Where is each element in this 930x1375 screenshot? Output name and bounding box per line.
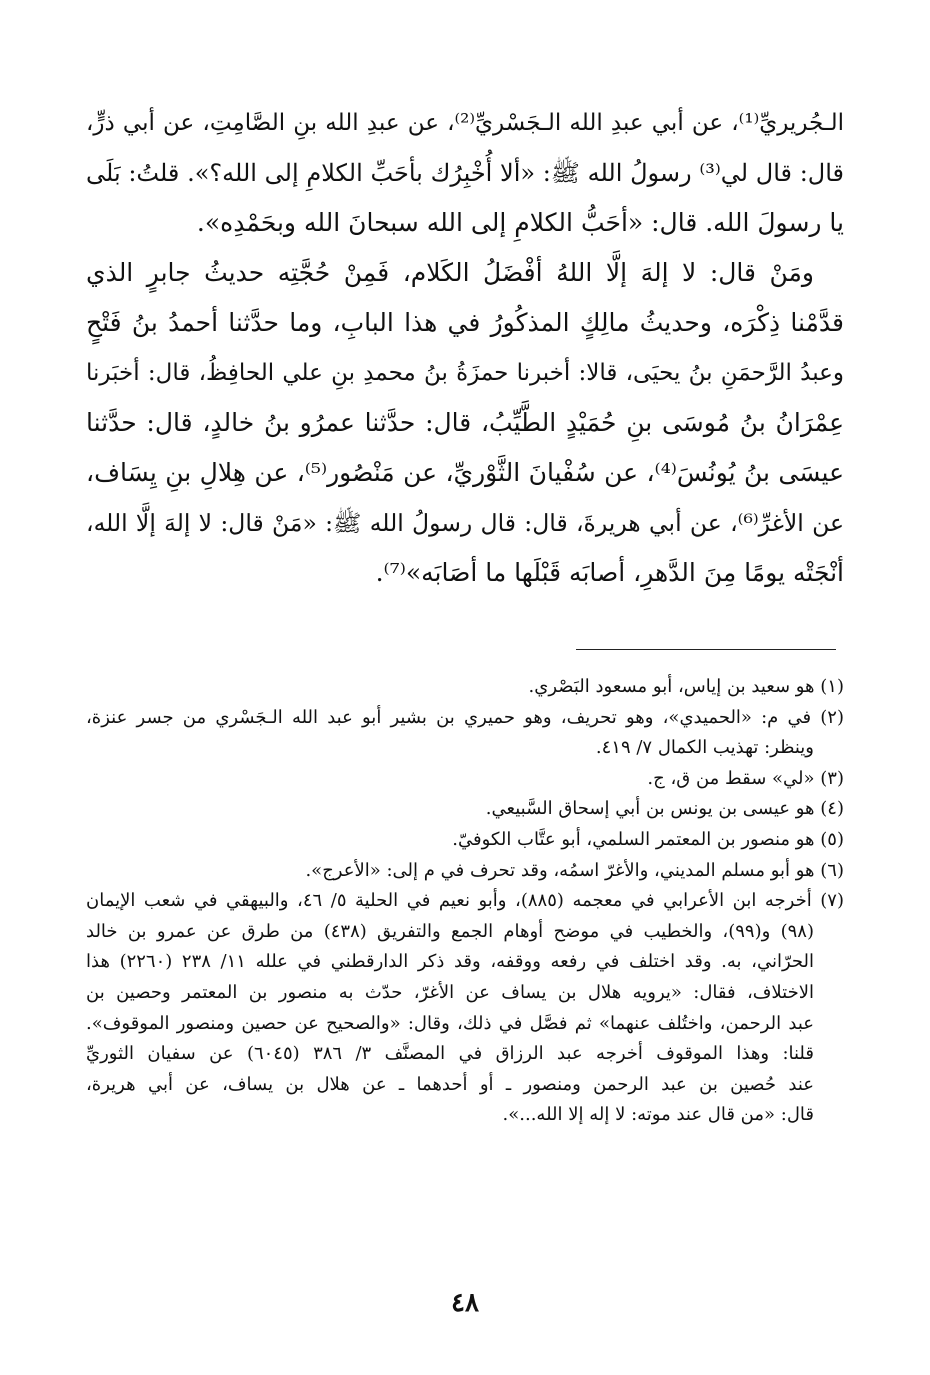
body-line: وعبدُ الرَّحمَنِ بنُ يحيَى، قالا: أخبرنا حمزَةُ بنُ محمدِ بنِ علي الحافِظُ، قال: أخبَرنا — [86, 360, 844, 386]
footnote-line: (٩٨) و(٩٩)، والخطيب في موضح أوهام الجمع والتفريق (٤٣٨) من طرق عن عمرو بن خالد — [86, 920, 814, 942]
footnote-line: عبد الرحمن، واختُلف عنهما» ثم فصَّل في ذلك، وقال: «والصحيح عن حصين ومنصور الموقوف». — [86, 1012, 814, 1034]
footnote-line: الاختلاف، فقال: «يرويه هلال بن يساف عن الأغرّ، حدّث به منصور بن المعتمر وحصين بن — [86, 981, 814, 1003]
footnote-line: (٧) أخرجه ابن الأعرابي في معجمه (٨٨٥)، وأبو نعيم في الحلية ٥/ ٤٦، والبيهقي في شعب الإيمان — [86, 890, 844, 912]
body-line: قدَّمْنا ذِكْرَه، وحديثُ مالِكٍ المذكُورُ في هذا البابِ، وما حدَّثنا أحمدُ بنُ فَتْحٍ — [86, 308, 844, 337]
body-line: عيسَى بنُ يُونُسَ⁽⁴⁾، عن سُفْيانَ الثَّوْريِّ، عن مَنْصُور⁽⁵⁾، عن هِلالِ بنِ يِسَاف، — [86, 458, 844, 487]
body-line: الـجُريريِّ⁽¹⁾، عن أبي عبدِ الله الـجَسْريِّ⁽²⁾، عن عبدِ الله بنِ الصَّامِتِ، عن أبي ذرٍّ، — [86, 110, 844, 136]
body-line: عِمْرَانُ بنُ مُوسَى بنِ حُمَيْدٍ الطَّيِّبُ، قال: حدَّثنا عمرُو بنُ خالدٍ، قال: حدَّثنا — [86, 408, 844, 437]
footnote-line: الحرّاني، به. وقد اختلف في رفعه ووقفه، وقد ذكر الدارقطني في علله ١١/ ٢٣٨ (٢٢٦٠) هذا — [86, 951, 815, 973]
footnote-line: وينظر: تهذيب الكمال ٧/ ٤١٩. — [595, 737, 814, 759]
footnotes — [86, 672, 844, 1131]
body-line: أنْجَتْه يومًا مِنَ الدَّهرِ، أصابَه قَبْلَها ما أصَابَه»⁽⁷⁾. — [375, 558, 844, 587]
footnote-line: (٦) هو أبو مسلم المديني، والأغرّ اسمُه، وقد تحرف في م إلى: «الأعرج». — [305, 859, 844, 881]
page-number: ٤٨ — [451, 1288, 479, 1318]
footnote-line: (٣) «لي» سقط من ق، ج. — [647, 767, 844, 789]
body-line: عن الأغرِّ⁽⁶⁾، عن أبي هريرةَ، قال: قال رسولُ الله ﷺ: «مَنْ قال: لا إلهَ إلَّا الله، — [86, 509, 844, 537]
footnote-line: قلنا: وهذا الموقوف أخرجه عبد الرزاق في المصنَّف ٣/ ٣٨٦ (٦٠٤٥) عن سفيان الثوريِّ — [86, 1043, 814, 1065]
footnote-line: عند حُصين بن عبد الرحمن ومنصور ـ أو أحدهما ـ عن هلال بن يساف، عن أبي هريرة، — [86, 1073, 814, 1095]
body-line: قال: قال لي⁽³⁾ رسولُ الله ﷺ: «ألا أُخْبِرُك بأحَبِّ الكلامِ إلى الله؟». قلتُ: بَلَى — [86, 159, 844, 187]
footnote-line: (٢) في م: «الحميدي»، وهو تحريف، وهو حميري بن بشير أبو عبد الله الـجَسْري من جسر عنزة، — [86, 706, 844, 728]
footnote-line: (٥) هو منصور بن المعتمر السلمي، أبو عتَّاب الكوفيّ. — [452, 828, 844, 850]
footnote-line: (١) هو سعيد بن إياس، أبو مسعود البَصْري. — [528, 676, 844, 697]
main-text — [86, 98, 844, 598]
footnote-line: (٤) هو عيسى بن يونس بن أبي إسحاق السَّبيعي. — [485, 798, 844, 820]
paragraph-start-line: ومَنْ قال: لا إلهَ إلَّا اللهُ أفْضَلُ الكَلام، فَمِنْ حُجَّتِه حديثُ جابرٍ الذي — [86, 258, 814, 287]
footnote-line: قال: «من قال عند موته: لا إله إلا الله...». — [502, 1104, 814, 1126]
footnote-separator — [576, 649, 836, 650]
body-line: يا رسولَ الله. قال: «أحَبُّ الكلامِ إلى الله سبحانَ الله وبحَمْدِه». — [196, 208, 844, 237]
